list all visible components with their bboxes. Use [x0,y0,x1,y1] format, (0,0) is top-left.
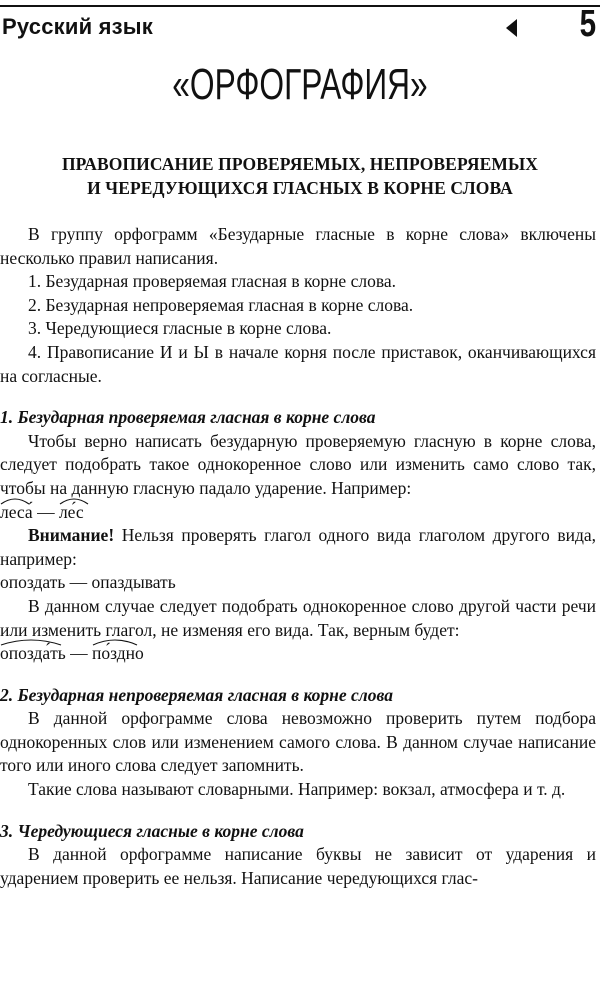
rule3-paragraph-1: В данной орфограмме написание буквы не зависит от ударения и ударением проверить ее нельзя. Написание чередующихся глас- [0,844,596,888]
example3-right-rest: о [135,643,144,664]
root-arc-icon [92,638,138,646]
warning-text: Нельзя проверять глагол одного вида глаголом другого вида, например: [0,525,596,569]
section-title: «ОРФОГРАФИЯ» [172,60,428,109]
root-arc-word [59,501,84,525]
subsection-title-line-1: ПРАВОПИСАНИЕ ПРОВЕРЯЕМЫХ, НЕПРОВЕРЯЕМЫХ [61,154,539,174]
example3-right-root: по́здн [92,643,136,664]
root-arc-icon [59,497,89,505]
root-arc-icon [0,638,62,646]
example1-left: леса́ [0,501,33,522]
intro-paragraph: В группу орфограмм «Безударные гласные в корне слова» включены несколько правил написания. [0,224,596,268]
rule3-heading: 3. Чередующиеся гласные в корне слова [0,820,304,841]
triangle-left-icon [506,19,517,37]
subsection-title-line-2: И ЧЕРЕДУЮЩИХСЯ ГЛАСНЫХ В КОРНЕ СЛОВА [87,178,513,198]
rule1-warning [0,524,596,571]
rule1-example-3 [0,642,596,666]
subsection-title [0,152,600,200]
rule2-paragraph-1: В данной орфограмме слова невозможно проверить путем подбора однокоренных слов или изменением самого слова. В данном случае написание того или иного слова следует запомнить. [0,708,596,776]
warning-label: Внимание! [28,525,115,546]
page-header [0,0,600,50]
intro-item-4: 4. Правописание И и Ы в начале корня после приставок, оканчивающихся на согласные. [0,341,596,386]
example3-dash: — [65,643,93,664]
rule1-paragraph-1: Чтобы верно написать безударную проверяемую гласную в корне слова, следует подобрать такое однокоренное слово или изменить само слово так, чтобы на данную гласную падало ударение. Например: [0,430,596,498]
root-arc-icon [0,497,30,505]
example1-dash: — [32,501,59,522]
intro-item-1: 1. Безударная проверяемая гласная в корне слова. [28,271,397,292]
running-title: Русский язык [2,14,153,39]
page-number: 5 [579,3,596,45]
root-arc-word [0,642,50,666]
body-text [0,223,596,890]
root-arc-word [0,501,33,525]
example3-left-root: опозда́ [0,643,51,664]
header-rule [0,5,600,7]
example3-left-rest: ть [50,643,66,664]
example1-right: ле́с [58,501,84,522]
rule1-paragraph-2: В данном случае следует подобрать однокоренное слово другой части речи или изменить глагол, не изменяя его вида. Так, верным будет: [0,595,596,640]
rule1-example-1 [0,501,596,525]
intro-item-3: 3. Чередующиеся гласные в корне слова. [28,318,332,339]
rule2-paragraph-2: Такие слова называют словарными. Например: вокзал, атмосфера и т. д. [28,779,566,800]
intro-item-2: 2. Безударная непроверяемая гласная в корне слова. [28,294,414,315]
rule1-example-2: опоздать — опаздывать [0,572,176,593]
rule2-heading: 2. Безударная непроверяемая гласная в корне слова [0,684,393,705]
rule1-heading: 1. Безударная проверяемая гласная в корне слова [0,407,376,428]
root-arc-word [92,642,135,666]
